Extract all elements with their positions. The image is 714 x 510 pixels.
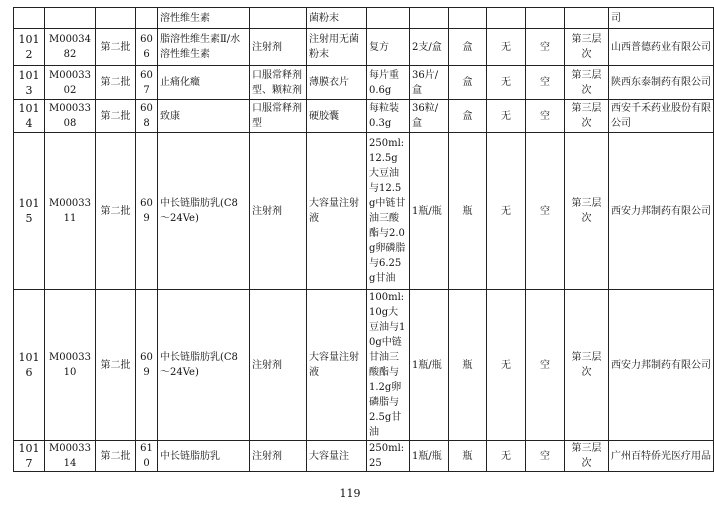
group-cell — [136, 8, 158, 29]
code-cell: M0003308 — [45, 100, 96, 133]
batch-cell: 第二批 — [96, 441, 136, 472]
spec-cell: 每粒装0.3g — [367, 100, 410, 133]
dosage-form-cell — [250, 8, 307, 29]
blank-cell: 空 — [526, 100, 565, 133]
dosage-form-cell: 注射剂 — [250, 133, 307, 290]
batch-cell: 第二批 — [96, 29, 136, 66]
unit-cell: 盒 — [449, 66, 487, 100]
spec-type-cell: 大容量注 — [307, 441, 367, 472]
dosage-form-cell: 注射剂 — [250, 29, 307, 66]
tier-cell: 第三层次 — [565, 133, 609, 290]
batch-cell — [96, 8, 136, 29]
blank-cell — [526, 8, 565, 29]
unit-cell — [449, 8, 487, 29]
dosage-form-cell: 口服常释剂型 — [250, 100, 307, 133]
tier-cell: 第三层次 — [565, 441, 609, 472]
code-cell: M0003311 — [45, 133, 96, 290]
seq-cell: 1017 — [14, 441, 45, 472]
name-cell: 中长链脂肪乳(C8～24Ve) — [158, 290, 250, 441]
name-cell: 中长链脂肪乳(C8～24Ve) — [158, 133, 250, 290]
drug-table — [13, 7, 714, 472]
package-cell: 2支/盒 — [410, 29, 449, 66]
spec-cell: 100ml:10g大豆油与10g中链甘油三酸酯与1.2g卵磷脂与2.5g甘油 — [367, 290, 410, 441]
group-cell: 607 — [136, 66, 158, 100]
flag-cell: 无 — [487, 29, 526, 66]
seq-cell — [14, 8, 45, 29]
tier-cell: 第三层次 — [565, 66, 609, 100]
spec-cell: 250ml:25 — [367, 441, 410, 472]
table-row — [14, 133, 714, 290]
company-cell: 西安千禾药业股份有限公司 — [609, 100, 714, 133]
table-row — [14, 290, 714, 441]
table-row — [14, 29, 714, 66]
unit-cell: 盒 — [449, 29, 487, 66]
name-cell: 止痛化癥 — [158, 66, 250, 100]
code-cell: M0003310 — [45, 290, 96, 441]
package-cell: 36粒/盒 — [410, 100, 449, 133]
flag-cell: 无 — [487, 66, 526, 100]
blank-cell: 空 — [526, 66, 565, 100]
code-cell: M0003482 — [45, 29, 96, 66]
dosage-form-cell: 注射剂 — [250, 441, 307, 472]
group-cell: 608 — [136, 100, 158, 133]
table-row-fragment — [14, 8, 714, 29]
batch-cell: 第二批 — [96, 133, 136, 290]
name-cell: 中长链脂肪乳 — [158, 441, 250, 472]
dosage-form-cell: 口服常释剂型、颗粒剂 — [250, 66, 307, 100]
dosage-form-cell: 注射剂 — [250, 290, 307, 441]
table-row — [14, 441, 714, 472]
tier-cell — [565, 8, 609, 29]
seq-cell: 1015 — [14, 133, 45, 290]
blank-cell: 空 — [526, 441, 565, 472]
package-cell — [410, 8, 449, 29]
table-row — [14, 66, 714, 100]
blank-cell: 空 — [526, 29, 565, 66]
unit-cell: 瓶 — [449, 441, 487, 472]
name-cell: 致康 — [158, 100, 250, 133]
tier-cell: 第三层次 — [565, 29, 609, 66]
seq-cell: 1012 — [14, 29, 45, 66]
flag-cell: 无 — [487, 100, 526, 133]
table-row — [14, 100, 714, 133]
unit-cell: 盒 — [449, 100, 487, 133]
company-cell: 司 — [609, 8, 714, 29]
batch-cell: 第二批 — [96, 100, 136, 133]
group-cell: 610 — [136, 441, 158, 472]
spec-type-cell: 菌粉末 — [307, 8, 367, 29]
flag-cell: 无 — [487, 441, 526, 472]
code-cell — [45, 8, 96, 29]
spec-cell: 每片重0.6g — [367, 66, 410, 100]
unit-cell: 瓶 — [449, 290, 487, 441]
flag-cell: 无 — [487, 290, 526, 441]
company-cell: 山西普德药业有限公司 — [609, 29, 714, 66]
spec-type-cell: 大容量注射液 — [307, 133, 367, 290]
package-cell: 1瓶/瓶 — [410, 290, 449, 441]
company-cell: 西安力邦制药有限公司 — [609, 290, 714, 441]
blank-cell: 空 — [526, 133, 565, 290]
tier-cell: 第三层次 — [565, 100, 609, 133]
spec-type-cell: 注射用无菌粉末 — [307, 29, 367, 66]
group-cell: 609 — [136, 133, 158, 290]
code-cell: M0003314 — [45, 441, 96, 472]
package-cell: 1瓶/瓶 — [410, 133, 449, 290]
tier-cell: 第三层次 — [565, 290, 609, 441]
package-cell: 36片/盒 — [410, 66, 449, 100]
name-cell: 脂溶性维生素Ⅱ/水溶性维生素 — [158, 29, 250, 66]
batch-cell: 第二批 — [96, 290, 136, 441]
group-cell: 609 — [136, 290, 158, 441]
package-cell: 1瓶/瓶 — [410, 441, 449, 472]
spec-type-cell: 薄膜衣片 — [307, 66, 367, 100]
name-cell: 溶性维生素 — [158, 8, 250, 29]
page-number: 119 — [339, 487, 361, 500]
flag-cell — [487, 8, 526, 29]
seq-cell: 1016 — [14, 290, 45, 441]
group-cell: 606 — [136, 29, 158, 66]
spec-cell: 250ml:12.5g大豆油与12.5g中链甘油三酸酯与2.0g卵磷脂与6.25g甘油 — [367, 133, 410, 290]
flag-cell: 无 — [487, 133, 526, 290]
company-cell: 广州百特侨光医疗用品 — [609, 441, 714, 472]
spec-type-cell: 大容量注射液 — [307, 290, 367, 441]
spec-type-cell: 硬胶囊 — [307, 100, 367, 133]
spec-cell — [367, 8, 410, 29]
company-cell: 西安力邦制药有限公司 — [609, 133, 714, 290]
unit-cell: 瓶 — [449, 133, 487, 290]
spec-cell: 复方 — [367, 29, 410, 66]
blank-cell: 空 — [526, 290, 565, 441]
seq-cell: 1013 — [14, 66, 45, 100]
seq-cell: 1014 — [14, 100, 45, 133]
company-cell: 陕西东泰制药有限公司 — [609, 66, 714, 100]
batch-cell: 第二批 — [96, 66, 136, 100]
code-cell: M0003302 — [45, 66, 96, 100]
